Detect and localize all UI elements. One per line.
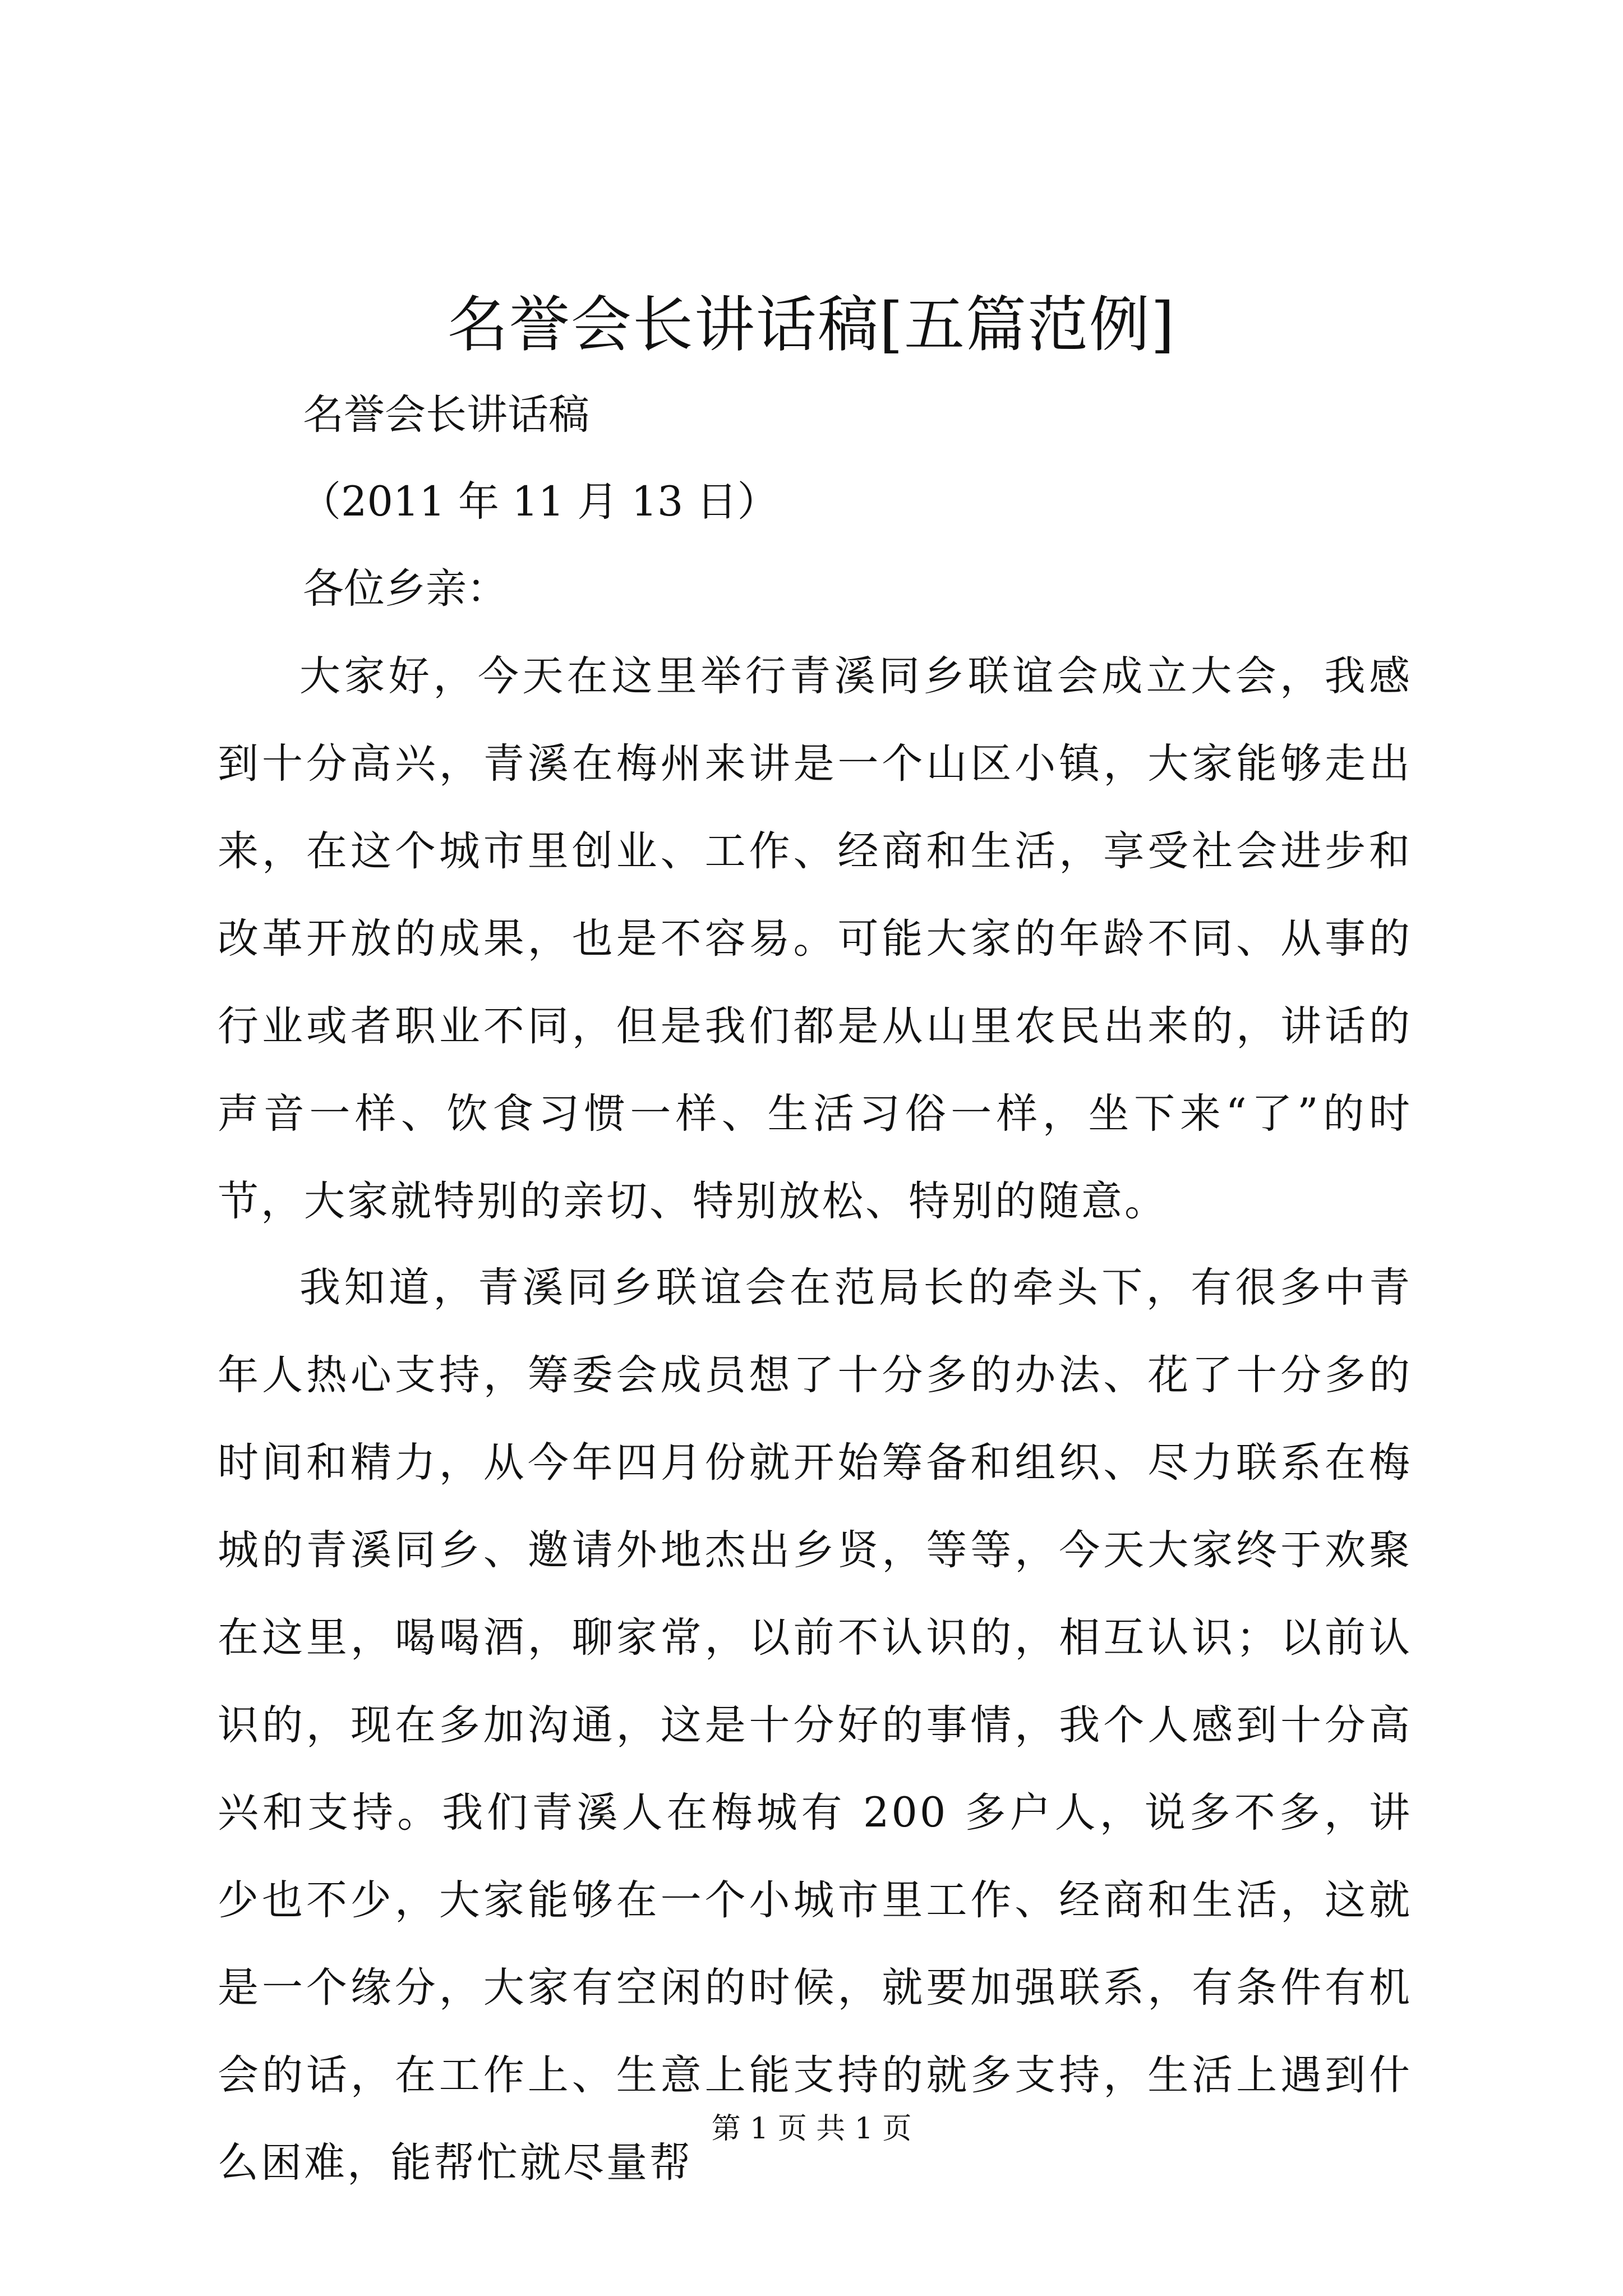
speech-subtitle: 名誉会长讲话稿 (303, 391, 589, 439)
speech-date: （2011 年 11 月 13 日） (300, 478, 778, 526)
salutation: 各位乡亲： (303, 565, 508, 613)
paragraph-1: 大家好，今天在这里举行青溪同乡联谊会成立大会，我感到十分高兴，青溪在梅州来讲是一个山区小镇，大家能够走出来，在这个城市里创业、工作、经商和生活，享受社会进步和改革开放的成果，也是不容易。可能大家的年龄不同、从事的行业或者职业不同，但是我们都是从山里农民出来的，讲话的声音一样、饮食习惯一样、生活习俗一样，坐下来“了”的时节，大家就特别的亲切、特别放松、特别的随意。 (218, 652, 1412, 1225)
paragraph-2: 我知道，青溪同乡联谊会在范局长的牵头下，有很多中青年人热心支持，筹委会成员想了十分多的办法、花了十分多的时间和精力，从今年四月份就开始筹备和组织、尽力联系在梅城的青溪同乡、邀请外地杰出乡贤，等等，今天大家终于欢聚在这里，喝喝酒，聊家常，以前不认识的，相互认识；以前认识的，现在多加沟通，这是十分好的事情，我个人感到十分高兴和支持。我们青溪人在梅城有 200 多户人，说多不多，讲少也不少，大家能够在一个小城市里工作、经商和生活，这就是一个缘分，大家有空闲的时候，就要加强联系，有条件有机会的话，在工作上、生意上能支持的就多支持，生活上遇到什么困难，能帮忙就尽量帮 (218, 1264, 1412, 2187)
page-footer: 第 1 页 共 1 页 (711, 2112, 912, 2146)
document-title: 名誉会长讲话稿[五篇范例] (447, 290, 1176, 360)
